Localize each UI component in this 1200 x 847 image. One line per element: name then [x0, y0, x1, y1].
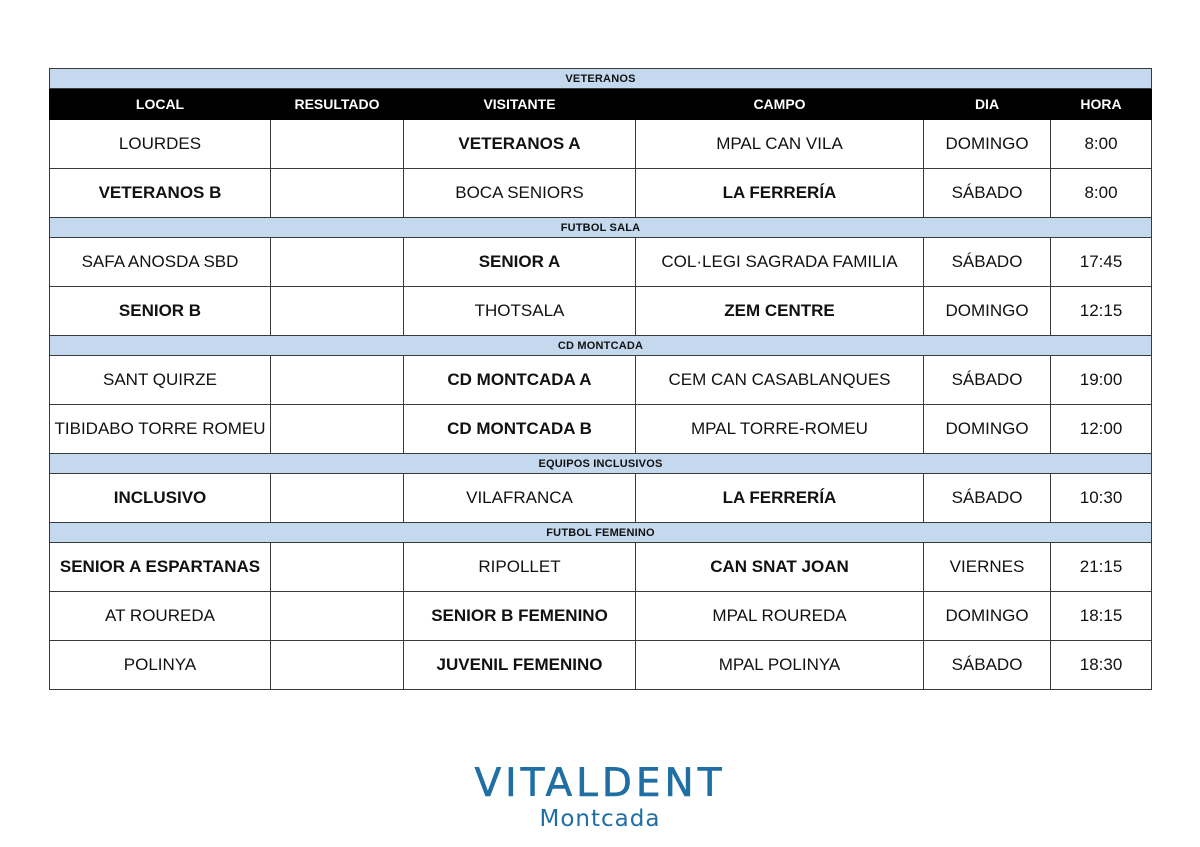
- local-cell: POLINYA: [50, 641, 271, 690]
- dia-cell: DOMINGO: [924, 287, 1051, 336]
- visitante-cell: CD MONTCADA A: [404, 356, 636, 405]
- hora-cell: 18:30: [1051, 641, 1152, 690]
- section-header: [50, 218, 1152, 238]
- match-row: [50, 238, 1152, 287]
- column-header-resultado: RESULTADO: [271, 89, 404, 120]
- dia-cell: SÁBADO: [924, 169, 1051, 218]
- resultado-cell[interactable]: [271, 641, 404, 690]
- visitante-cell: VETERANOS A: [404, 120, 636, 169]
- dia-cell: DOMINGO: [924, 120, 1051, 169]
- local-cell: SENIOR B: [50, 287, 271, 336]
- dia-cell: SÁBADO: [924, 356, 1051, 405]
- local-cell: LOURDES: [50, 120, 271, 169]
- match-row: [50, 474, 1152, 523]
- visitante-cell: SENIOR A: [404, 238, 636, 287]
- dia-cell: SÁBADO: [924, 474, 1051, 523]
- campo-cell: COL·LEGI SAGRADA FAMILIA: [636, 238, 924, 287]
- dia-cell: DOMINGO: [924, 592, 1051, 641]
- hora-cell: 17:45: [1051, 238, 1152, 287]
- section-title: EQUIPOS INCLUSIVOS: [50, 454, 1152, 474]
- campo-cell: ZEM CENTRE: [636, 287, 924, 336]
- campo-cell: CAN SNAT JOAN: [636, 543, 924, 592]
- visitante-cell: JUVENIL FEMENINO: [404, 641, 636, 690]
- hora-cell: 18:15: [1051, 592, 1152, 641]
- resultado-cell[interactable]: [271, 543, 404, 592]
- match-row: [50, 543, 1152, 592]
- hora-cell: 19:00: [1051, 356, 1152, 405]
- campo-cell: LA FERRERÍA: [636, 169, 924, 218]
- dia-cell: DOMINGO: [924, 405, 1051, 454]
- column-header-dia: DIA: [924, 89, 1051, 120]
- match-row: [50, 120, 1152, 169]
- match-row: [50, 169, 1152, 218]
- section-title: FUTBOL SALA: [50, 218, 1152, 238]
- hora-cell: 8:00: [1051, 120, 1152, 169]
- local-cell: VETERANOS B: [50, 169, 271, 218]
- resultado-cell[interactable]: [271, 405, 404, 454]
- dia-cell: VIERNES: [924, 543, 1051, 592]
- section-header: [50, 69, 1152, 89]
- visitante-cell: SENIOR B FEMENINO: [404, 592, 636, 641]
- section-title: CD MONTCADA: [50, 336, 1152, 356]
- visitante-cell: BOCA SENIORS: [404, 169, 636, 218]
- brand-name: VITALDENT: [474, 761, 726, 806]
- campo-cell: MPAL ROUREDA: [636, 592, 924, 641]
- local-cell: SAFA ANOSDA SBD: [50, 238, 271, 287]
- campo-cell: MPAL CAN VILA: [636, 120, 924, 169]
- dia-cell: SÁBADO: [924, 238, 1051, 287]
- campo-cell: LA FERRERÍA: [636, 474, 924, 523]
- dia-cell: SÁBADO: [924, 641, 1051, 690]
- campo-cell: MPAL TORRE-ROMEU: [636, 405, 924, 454]
- column-header-visitante: VISITANTE: [404, 89, 636, 120]
- hora-cell: 8:00: [1051, 169, 1152, 218]
- resultado-cell[interactable]: [271, 120, 404, 169]
- vitaldent-logo: [0, 762, 1200, 832]
- match-row: [50, 405, 1152, 454]
- local-cell: SENIOR A ESPARTANAS: [50, 543, 271, 592]
- local-cell: AT ROUREDA: [50, 592, 271, 641]
- resultado-cell[interactable]: [271, 474, 404, 523]
- resultado-cell[interactable]: [271, 287, 404, 336]
- match-row: [50, 356, 1152, 405]
- resultado-cell[interactable]: [271, 169, 404, 218]
- visitante-cell: RIPOLLET: [404, 543, 636, 592]
- visitante-cell: VILAFRANCA: [404, 474, 636, 523]
- hora-cell: 12:15: [1051, 287, 1152, 336]
- hora-cell: 21:15: [1051, 543, 1152, 592]
- column-header-row: [50, 89, 1152, 120]
- column-header-local: LOCAL: [50, 89, 271, 120]
- brand-city: Montcada: [539, 806, 661, 832]
- section-header: [50, 523, 1152, 543]
- section-title: VETERANOS: [50, 69, 1152, 89]
- resultado-cell[interactable]: [271, 238, 404, 287]
- resultado-cell[interactable]: [271, 356, 404, 405]
- local-cell: SANT QUIRZE: [50, 356, 271, 405]
- campo-cell: MPAL POLINYA: [636, 641, 924, 690]
- section-header: [50, 454, 1152, 474]
- match-row: [50, 641, 1152, 690]
- fixtures-table: [49, 68, 1152, 690]
- match-row: [50, 592, 1152, 641]
- section-title: FUTBOL FEMENINO: [50, 523, 1152, 543]
- resultado-cell[interactable]: [271, 592, 404, 641]
- campo-cell: CEM CAN CASABLANQUES: [636, 356, 924, 405]
- column-header-campo: CAMPO: [636, 89, 924, 120]
- visitante-cell: THOTSALA: [404, 287, 636, 336]
- match-row: [50, 287, 1152, 336]
- section-header: [50, 336, 1152, 356]
- column-header-hora: HORA: [1051, 89, 1152, 120]
- visitante-cell: CD MONTCADA B: [404, 405, 636, 454]
- local-cell: TIBIDABO TORRE ROMEU: [50, 405, 271, 454]
- local-cell: INCLUSIVO: [50, 474, 271, 523]
- hora-cell: 10:30: [1051, 474, 1152, 523]
- hora-cell: 12:00: [1051, 405, 1152, 454]
